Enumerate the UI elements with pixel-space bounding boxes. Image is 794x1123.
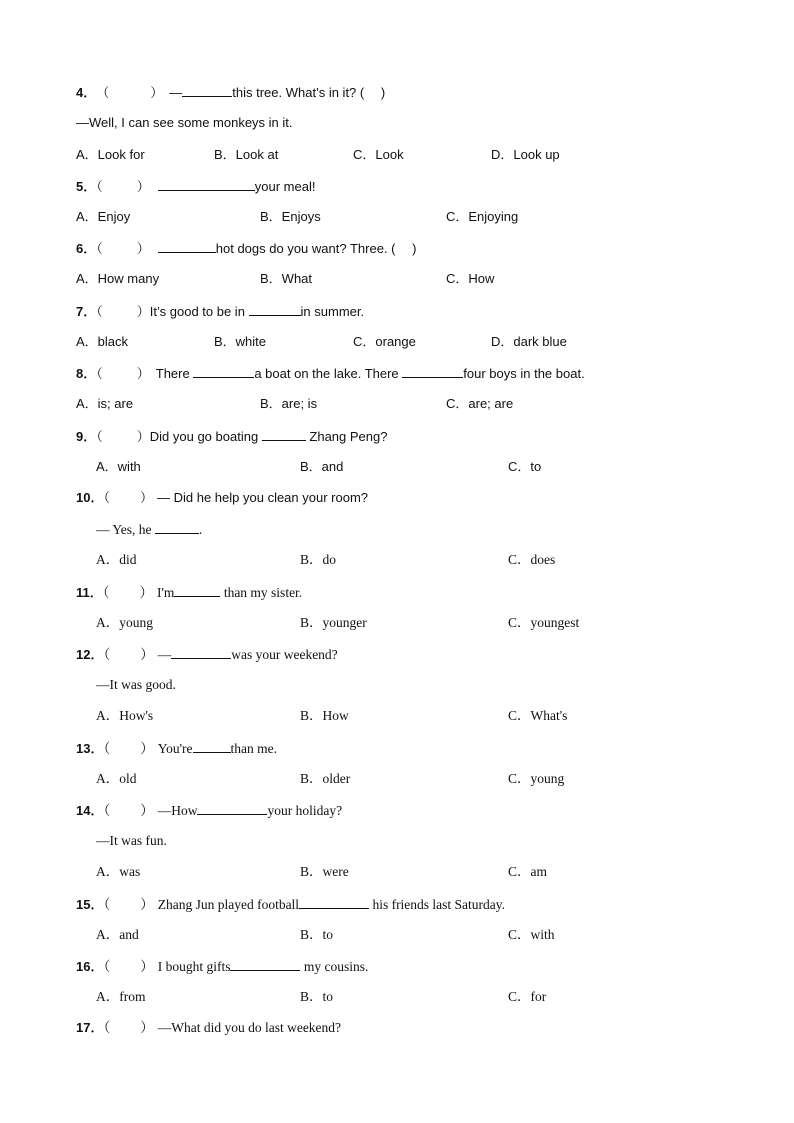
question-text: your meal! [254,179,316,194]
option-c[interactable]: C．does [508,552,556,567]
fill-blank[interactable] [158,240,216,253]
option-b[interactable]: B．and [300,459,344,474]
question-number: 11． [76,585,103,600]
question-14-line2: —It was fun. [96,833,167,848]
answer-paren-open: （ [96,366,103,381]
answer-paren-close: ） [139,490,153,505]
option-a[interactable]: A．old [96,771,137,786]
question-number: 16． [76,959,104,974]
fill-blank[interactable] [193,365,254,378]
question-text: — [157,647,172,662]
option-a[interactable]: A．did [96,552,137,567]
question-5 [76,178,315,195]
answer-paren-open: （ [96,179,103,194]
question-number: 14． [76,803,104,818]
question-text: I'm [157,585,175,600]
question-text: his friends last Saturday. [369,897,506,912]
fill-blank[interactable] [158,178,255,191]
option-c[interactable]: C．to [508,459,542,474]
question-number: 10． [76,490,104,505]
fill-blank[interactable] [174,584,220,597]
question-number: 13． [76,741,104,756]
option-c[interactable]: C．What's [508,708,568,723]
answer-paren-close: ） [136,429,150,444]
option-c[interactable]: C．youngest [508,615,580,630]
question-text: —How [157,803,198,818]
fill-blank[interactable] [249,303,301,316]
answer-paren-close: ） [136,179,150,194]
question-number: 9． [76,429,97,444]
question-12 [76,646,338,663]
option-a[interactable]: A．How's [96,708,154,723]
answer-paren-close: ） [136,366,150,381]
option-b[interactable]: B．to [300,989,334,1004]
question-number: 5． [76,179,97,194]
option-c[interactable]: C．Enjoying [446,209,519,224]
question-text: in summer. [300,304,365,319]
option-c[interactable]: C．orange [353,334,416,349]
question-text: — Did he help you clean your room? [157,490,369,505]
question-text: this tree. What’s in it? ( ) [232,85,386,100]
question-number: 12． [76,647,104,662]
fill-blank[interactable] [230,958,300,971]
question-10 [76,490,368,506]
option-a[interactable]: A．and [96,927,139,942]
option-c[interactable]: C．young [508,771,565,786]
option-c[interactable]: C．for [508,989,547,1004]
fill-blank[interactable] [262,428,306,441]
question-4-line2: —Well, I can see some monkeys in it. [76,115,293,130]
option-b[interactable]: B．younger [300,615,367,630]
question-15 [76,896,505,913]
option-c[interactable]: C．with [508,927,555,942]
option-c[interactable]: C．are; are [446,396,514,411]
question-text: — [169,85,183,100]
fill-blank[interactable] [155,521,199,534]
question-text: was your weekend? [231,647,338,662]
answer-paren-close: ） [136,304,150,319]
option-c[interactable]: C．Look [353,147,404,162]
question-text: than my sister. [220,585,303,600]
answer-paren-close: ） [136,241,150,256]
fill-blank[interactable] [197,802,267,815]
option-b[interactable]: B．white [214,334,267,349]
answer-paren-open: （ [103,490,110,505]
question-16 [76,958,368,975]
option-d[interactable]: D．Look up [491,147,560,162]
question-text: Zhang Peng? [305,429,388,444]
question-number: 17． [76,1020,104,1035]
question-11 [76,584,302,601]
option-a[interactable]: A．How many [76,271,160,286]
option-d[interactable]: D．dark blue [491,334,567,349]
question-12-line2: —It was good. [96,677,176,692]
answer-paren-open: （ [102,585,110,600]
option-a[interactable]: A．from [96,989,146,1004]
option-b[interactable]: B．older [300,771,351,786]
question-number: 15． [76,897,104,912]
question-13 [76,740,277,757]
option-a[interactable]: A．black [76,334,129,349]
answer-paren-close: ） [140,803,154,818]
question-text: hot dogs do you want? Three. ( ) [215,241,417,256]
answer-paren-close: ） [140,647,154,662]
fill-blank[interactable] [171,646,231,659]
answer-paren-close: ） [140,897,154,912]
answer-paren-open: （ [103,1020,111,1035]
question-14 [76,802,342,819]
question-number: 4． [76,85,97,100]
option-a[interactable]: A．Look for [76,147,145,162]
question-text: You're [157,741,193,756]
question-number: 6． [76,241,97,256]
answer-paren-close: ） [140,741,154,756]
question-10-line2 [96,521,202,538]
question-text: a boat on the lake. There [254,366,403,381]
fill-blank[interactable] [402,365,463,378]
option-c[interactable]: C．How [446,271,495,286]
fill-blank[interactable] [193,740,231,753]
question-text: There [155,366,194,381]
option-a[interactable]: A．with [96,459,141,474]
question-text: . [198,522,203,537]
question-text: four boys in the boat. [463,366,585,381]
option-b[interactable]: B．to [300,927,334,942]
answer-paren-open: （ [103,803,111,818]
question-17 [76,1020,341,1036]
question-7 [76,303,364,320]
question-text: —What did you do last weekend? [157,1020,342,1035]
question-6 [76,240,416,257]
answer-paren-open: （ [96,85,110,100]
question-number: 8． [76,366,97,381]
question-text: Did you go boating [149,429,262,444]
question-9 [76,428,387,445]
answer-paren-close: ） [140,959,154,974]
option-c[interactable]: C．am [508,864,547,879]
answer-paren-close: ） [140,1020,154,1035]
answer-paren-open: （ [96,241,103,256]
question-text: than me. [230,741,278,756]
option-b[interactable]: B．do [300,552,337,567]
question-text: It’s good to be in [149,304,249,319]
option-a[interactable]: A．is; are [76,396,134,411]
answer-paren-open: （ [96,304,103,319]
option-b[interactable]: B．Enjoys [260,209,321,224]
answer-paren-close: ） [150,85,164,100]
option-b[interactable]: B．are; is [260,396,318,411]
question-number: 7． [76,304,97,319]
question-4 [76,84,385,101]
question-text: I bought gifts [157,959,231,974]
answer-paren-open: （ [96,429,103,444]
option-b[interactable]: B．Look at [214,147,279,162]
fill-blank[interactable] [299,896,369,909]
option-a[interactable]: A．was [96,864,141,879]
option-b[interactable]: B．What [260,271,313,286]
answer-paren-open: （ [103,897,111,912]
question-text: Zhang Jun played football [157,897,300,912]
answer-paren-close: ） [139,585,153,600]
question-text: your holiday? [267,803,343,818]
question-text: — Yes, he [96,522,155,537]
option-b[interactable]: B．How [300,708,349,723]
question-text: my cousins. [300,959,369,974]
option-a[interactable]: A．Enjoy [76,209,131,224]
option-b[interactable]: B．were [300,864,349,879]
answer-paren-open: （ [103,647,111,662]
answer-paren-open: （ [103,959,111,974]
question-8 [76,365,585,382]
answer-paren-open: （ [103,741,111,756]
option-a[interactable]: A．young [96,615,153,630]
fill-blank[interactable] [182,84,232,97]
